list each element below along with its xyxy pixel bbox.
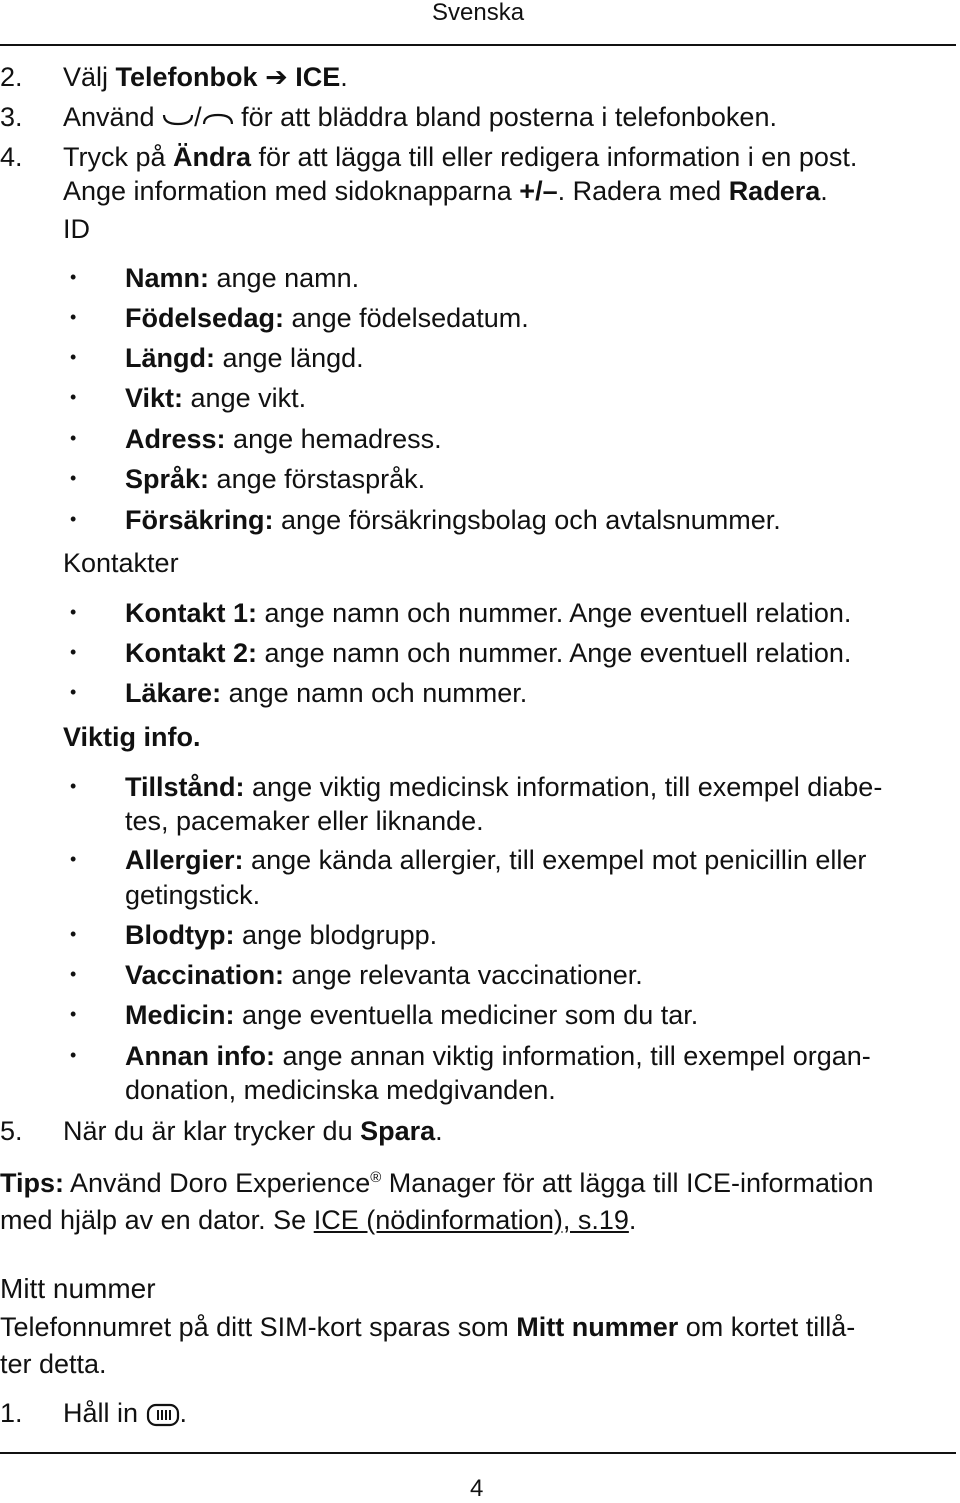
section-heading-viktig-info: Viktig info. [63,722,201,752]
section-heading-mitt-nummer: Mitt nummer [0,1273,156,1304]
list-item-continuation: tes, pacemaker eller liknande. [125,806,484,836]
scroll-down-key-icon [162,111,194,127]
list-item: Kontakt 2: ange namn och nummer. Ange eventuell relation. [125,638,852,668]
list-item: Födelsedag: ange födelsedatum. [125,303,529,333]
list-item: Vaccination: ange relevanta vaccinationer. [125,960,643,990]
bullet: • [70,347,77,367]
step-4-line-2: Ange information med sidoknapparna +/–. Radera med Radera. [63,176,828,206]
bullet: • [70,1004,77,1024]
footer-rule [0,1452,956,1454]
list-item-continuation: getingstick. [125,880,261,910]
list-item: Tillstånd: ange viktig medicinsk information, till exempel diabe- [125,772,883,802]
page-number: 4 [470,1475,484,1502]
header-rule [0,44,956,46]
list-item: Längd: ange längd. [125,343,364,373]
ice-link[interactable]: ICE (nödinformation), s.19 [313,1205,629,1235]
step-number: 2. [0,62,23,92]
list-item: Läkare: ange namn och nummer. [125,678,528,708]
tips-line-2: med hjälp av en dator. Se ICE (nödinformation), s.19. [0,1205,637,1235]
bullet: • [70,602,77,622]
list-item: Vikt: ange vikt. [125,383,307,413]
scroll-up-key-icon [202,111,234,127]
tips-line-1: Tips: Använd Doro Experience® Manager för att lägga till ICE-information [0,1168,874,1198]
list-item: Försäkring: ange försäkringsbolag och avtalsnummer. [125,505,781,535]
mitt-nummer-step-1: Håll in . [63,1398,188,1428]
bullet: • [70,682,77,702]
section-heading-kontakter: Kontakter [63,548,179,578]
list-item: Språk: ange förstaspråk. [125,464,426,494]
bullet: • [70,267,77,287]
bullet: • [70,964,77,984]
bullet: • [70,468,77,488]
step-number: 3. [0,102,23,132]
bullet: • [70,849,77,869]
list-item: Annan info: ange annan viktig information, till exempel organ- [125,1041,871,1071]
arrow-icon: ➔ [265,62,288,92]
list-item: Adress: ange hemadress. [125,424,442,454]
list-item: Allergier: ange kända allergier, till exempel mot penicillin eller [125,845,867,875]
registered-mark: ® [370,1169,382,1186]
bullet: • [70,1045,77,1065]
step-number: 5. [0,1116,23,1146]
step-3-text: Använd / för att bläddra bland posterna i telefonboken. [63,102,777,132]
bullet: • [70,387,77,407]
list-item: Medicin: ange eventuella mediciner som du tar. [125,1000,699,1030]
header-language: Svenska [432,0,525,26]
step-2-text: Välj Telefonbok ➔ ICE. [63,62,348,92]
bullet: • [70,307,77,327]
bullet: • [70,642,77,662]
bullet: • [70,776,77,796]
step-number: 1. [0,1398,23,1428]
bullet: • [70,924,77,944]
list-item: Namn: ange namn. [125,263,360,293]
step-4-line-1: Tryck på Ändra för att lägga till eller redigera information i en post. [63,142,858,172]
bullet: • [70,428,77,448]
list-item: Blodtyp: ange blodgrupp. [125,920,438,950]
list-item-continuation: donation, medicinska medgivanden. [125,1075,556,1105]
mitt-nummer-line-1: Telefonnumret på ditt SIM-kort sparas som Mitt nummer om kortet tillå- [0,1312,856,1342]
step-5-text: När du är klar trycker du Spara. [63,1116,443,1146]
list-item: Kontakt 1: ange namn och nummer. Ange eventuell relation. [125,598,852,628]
mitt-nummer-line-2: ter detta. [0,1349,107,1379]
section-heading-id: ID [63,214,90,244]
voicemail-key-icon [146,1403,180,1427]
step-number: 4. [0,142,23,172]
bullet: • [70,509,77,529]
